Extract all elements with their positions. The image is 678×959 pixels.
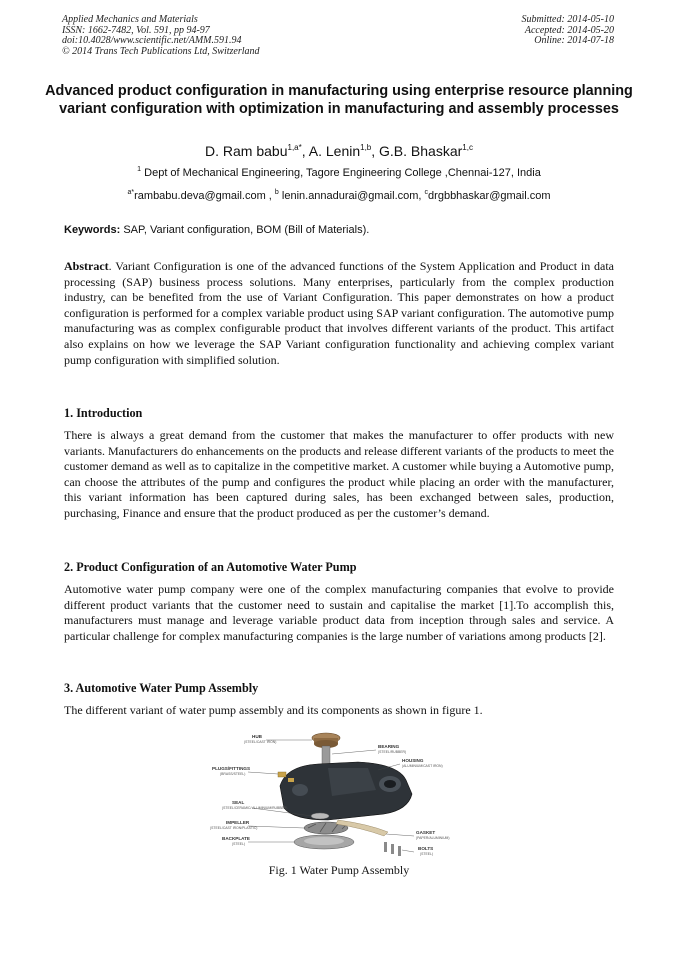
author-emails: $^{a*}$rambabu.deva@gmail.com , $^b$ lenin.annadurai@gmail.com, $^c$drgbbhaskar@gmail.com <box>127 189 551 202</box>
water-pump-figure <box>208 728 464 860</box>
section-heading-pump-assembly: 3. Automotive Water Pump Assembly <box>64 681 259 695</box>
figure-label-plugs-fittings: PLUGS/FITTINGS <box>212 766 251 771</box>
journal-header <box>62 15 260 57</box>
section-heading-introduction: 1. Introduction <box>64 406 143 420</box>
keywords-text: SAP, Variant configuration, BOM (Bill of Materials). <box>123 224 370 236</box>
figure-label-seal: SEAL <box>232 800 245 805</box>
author-name: A. Lenin <box>308 143 361 159</box>
email-marker: b <box>274 189 279 196</box>
affiliation-text: Dept of Mechanical Engineering, Tagore Engineering College ,Chennai-127, India <box>144 167 541 179</box>
accepted-date: Accepted: 2014-05-20 <box>524 24 614 36</box>
figure-sublabel-hub: (STEEL/CAST IRON) <box>244 740 277 744</box>
online-date: Online: 2014-07-18 <box>534 35 614 46</box>
submission-dates <box>522 15 615 47</box>
email-link[interactable]: drgbbhaskar@gmail.com <box>428 190 551 202</box>
figure-label-bearing: BEARING <box>378 744 400 749</box>
email-marker: c <box>424 189 429 196</box>
figure-sublabel-plugs-fittings: (BRASS/STEEL) <box>220 772 246 776</box>
figure-sublabel-backplate: (STEEL) <box>232 842 245 846</box>
paper-title: Advanced product configuration in manufacturing using enterprise resource planning variant configuration with optimization in manufacturing and assembly processes <box>45 83 633 117</box>
journal-doi: doi:10.4028/www.scientific.net/AMM.591.94 <box>62 35 242 46</box>
figure-label-backplate: BACKPLATE <box>222 836 250 841</box>
figure-label-housing: HOUSING <box>402 758 424 763</box>
keywords <box>64 223 614 237</box>
figure-label-gasket: GASKET <box>416 830 436 835</box>
section-heading-product-configuration: 2. Product Configuration of an Automotive Water Pump <box>64 560 357 574</box>
author-name: D. Ram babu <box>205 143 288 159</box>
figure-label-bolts: BOLTS <box>418 846 434 851</box>
figure-sublabel-gasket: (PAPER/ALUMINIUM) <box>416 836 450 840</box>
section-text-introduction: There is always a great demand from the customer that makes the manufacturer to offer products with new variants. Manufacturers do enhancements on the products and release different variants of the products to meet the customer demand as well as to capitalize in the competitive market. A customer while buying a Automotive pump, can choose the attributes of the pump and configures the product while placing an order with the manufacturer, this variant information has been captured during sales, has been exchanged between sales, production, purchasing, Finance and ensure that the product produced as per the customer’s demand. <box>64 428 614 520</box>
figure-label-impeller: IMPELLER <box>226 820 250 825</box>
abstract <box>64 259 614 368</box>
submitted-date: Submitted: 2014-05-10 <box>521 14 614 25</box>
section-text-product-configuration: Automotive water pump company were one of the complex manufacturing companies that evolve to provide different product variants that the customer need to sustain and capitalise the market [1].To accomplish this, manufacturers must manage and leverage variable product data from inception through sales and service. A particular challenge for complex manufacturing companies is the large number of variations among products [2]. <box>64 582 614 643</box>
author-marker: 1,c <box>462 143 473 152</box>
author-name: G.B. Bhaskar <box>379 143 463 159</box>
journal-name: Applied Mechanics and Materials <box>62 14 198 25</box>
figure-sublabel-bearing: (STEEL/RUBBER) <box>378 750 407 754</box>
section-text-pump-assembly: The different variant of water pump assembly and its components as shown in figure 1. <box>64 703 483 717</box>
affiliation-marker: 1 <box>137 166 142 173</box>
journal-issn: ISSN: 1662-7482, Vol. 591, pp 94-97 <box>62 24 210 36</box>
email-link[interactable]: lenin.annadurai@gmail.com <box>281 190 419 202</box>
figure-caption: Fig. 1 Water Pump Assembly <box>268 863 410 877</box>
abstract-label: Abstract <box>64 259 109 273</box>
journal-copyright: © 2014 Trans Tech Publications Ltd, Switzerland <box>62 45 260 57</box>
keywords-label: Keywords: <box>64 224 121 236</box>
email-marker: a* <box>127 189 135 196</box>
author-marker: 1,a* <box>287 143 302 152</box>
affiliation <box>40 166 638 180</box>
figure-sublabel-housing: (ALUMINIUM/CAST IRON) <box>402 764 443 768</box>
figure-sublabel-bolts: (STEEL) <box>420 852 433 856</box>
figure-sublabel-impeller: (STEEL/CAST IRON/PLASTIC) <box>210 826 258 830</box>
figure-sublabel-seal: (STEEL/CERAMIC/ ALUMINIUM/RUBBER) <box>222 806 288 810</box>
author-list: D. Ram babu$^{1,a*}$, A. Lenin$^{1,b}$, G.B. Bhaskar$^{1,c}$ <box>205 143 473 159</box>
abstract-text: . Variant Configuration is one of the advanced functions of the System Application and Product in data processing (SAP) business process solutions. Many enterprises, particularly from the complex production industry, can be benefited from the use of Variant Configuration. This paper demonstrates on how a product configuration is performed for a complex variable product using SAP variant configuration. The automotive pump manufacturing was as complex configurable product that involves different variants of the product. This artifact also explains on how we leverage the SAP Variant configuration functionality and achieving complex variant pump configuration with simplified solution. <box>64 259 614 367</box>
email-link[interactable]: rambabu.deva@gmail.com <box>134 190 266 202</box>
figure-label-hub: HUB <box>252 734 262 739</box>
author-marker: 1,b <box>360 143 372 152</box>
